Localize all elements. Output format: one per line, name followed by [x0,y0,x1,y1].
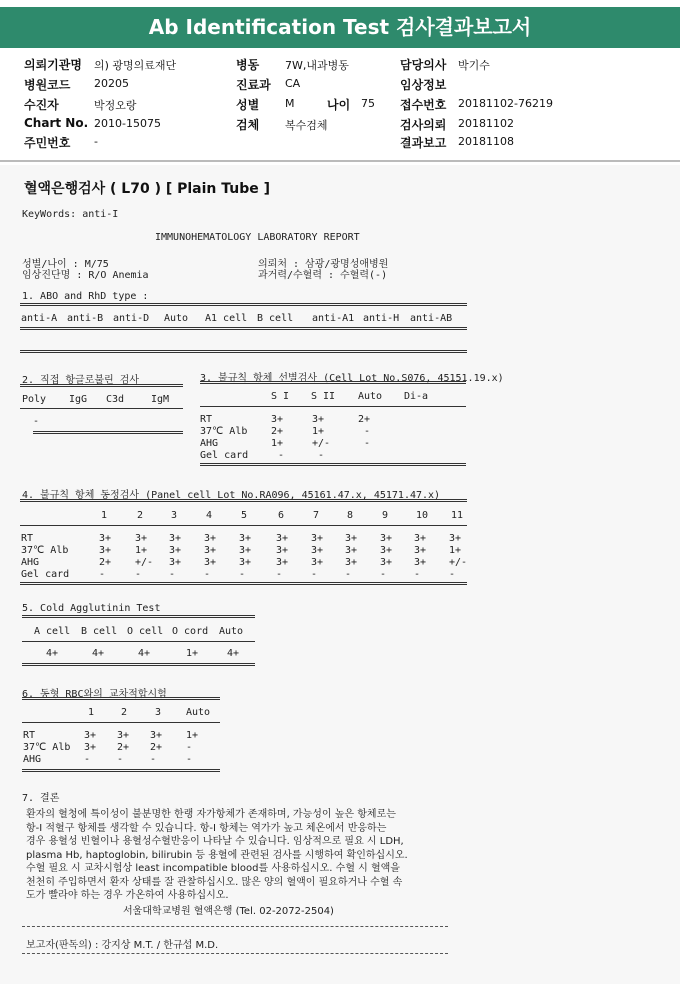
panel-cell: 3+ [380,545,393,556]
panel-cell: - [239,569,246,580]
panel-header-cell: 9 [382,510,389,521]
conclusion-line: 항-I 적혈구 항체를 생각할 수 있습니다. 항-I 항체는 역가가 높고 체온에서 반응하는 [26,822,387,834]
conclusion-line: 수혈 필요 시 교차시험상 least incompatible blood를 사용하십시오. 수혈 시 혈액을 [26,863,400,874]
screen-cell: 1+ [271,438,284,449]
panel-cell: 3+ [311,545,324,556]
institution-label: 의뢰기관명 [24,58,82,72]
ward-value: 7W,내과병동 [285,59,349,72]
crossmatch-cell: - [186,754,193,765]
abo-header-9: anti-AB [410,313,453,324]
screen-row-label: AHG [200,438,219,449]
panel-header-cell: 2 [137,510,144,521]
specimen-label: 검체 [236,118,260,132]
divider [200,381,466,384]
cold-value: 1+ [186,648,199,659]
panel-cell: - [204,569,211,580]
crossmatch-header: 1 [88,707,95,718]
divider [200,463,466,466]
crossmatch-cell: 3+ [84,730,97,741]
crossmatch-row-label: AHG [23,754,42,765]
cold-value: 4+ [138,648,151,659]
panel-cell: - [345,569,352,580]
dat-header-c3d: C3d [106,394,125,405]
divider [22,697,220,700]
screen-cell: 3+ [312,414,325,425]
divider [20,384,183,387]
lab-report-title: IMMUNOHEMATOLOGY LABORATORY REPORT [155,232,360,243]
clinical-info-label: 임상정보 [400,78,447,92]
abo-header-5: A1 cell [205,313,248,324]
cold-header: O cord [172,626,209,637]
panel-cell: - [276,569,283,580]
panel-cell: +/- [135,557,154,568]
diagnosis-line: 임상진단명 : R/O Anemia [22,270,149,281]
dat-header-igg: IgG [69,394,88,405]
panel-cell: 3+ [135,533,148,544]
cold-value: 4+ [92,648,105,659]
panel-cell: 3+ [414,545,427,556]
institution-value: 의) 광명의료재단 [94,59,177,72]
panel-cell: +/- [449,557,468,568]
crossmatch-cell: 3+ [150,730,163,741]
panel-cell: 3+ [414,557,427,568]
panel-cell: 3+ [311,533,324,544]
patient-label: 수진자 [24,98,59,112]
screen-section-title: 3. 불규칙 항체 선별검사 (Cell Lot No.S076, 45151.19.x) [200,373,504,384]
screen-cell: 1+ [312,426,325,437]
abo-header-6: B cell [257,313,294,324]
panel-cell: 3+ [345,533,358,544]
age-value: 75 [361,97,375,110]
panel-cell: 3+ [380,533,393,544]
age-label: 나이 [327,98,351,112]
crossmatch-cell: - [186,742,193,753]
ward-label: 병동 [236,58,260,72]
crossmatch-section-title: 6. 동형 RBC와의 교차적합시험 [22,689,167,700]
report-header-title: Ab Identification Test 검사결과보고서 [0,7,680,48]
panel-cell: 3+ [204,557,217,568]
header-divider [0,160,680,162]
divider [20,408,183,409]
crossmatch-cell: - [150,754,157,765]
conclusion-line: 경우 용혈성 빈혈이나 용혈성수혈반응이 나타날 수 있습니다. 임상적으로 필요 시 LDH, [26,836,404,847]
dat-header-igm: IgM [151,394,170,405]
panel-cell: - [135,569,142,580]
screen-cell: 2+ [271,426,284,437]
conclusion-line: plasma Hb, haptoglobin, bilirubin 등 용혈에 관련된 검사를 시행하여 확인하십시오. [26,849,408,861]
screen-row-label: 37℃ Alb [200,426,248,437]
panel-cell: - [169,569,176,580]
patient-value: 박정오랑 [94,99,137,112]
panel-cell: 1+ [135,545,148,556]
panel-cell: 3+ [169,545,182,556]
resident-id-label: 주민번호 [24,136,71,150]
divider [22,769,220,772]
panel-cell: 3+ [311,557,324,568]
panel-cell: 3+ [169,533,182,544]
cold-header: A cell [34,626,71,637]
conclusion-line: 천천히 주입하면서 환자 상태를 잘 관찰하십시오. 많은 양의 혈액이 필요하거나 수혈 속 [26,876,403,888]
conclusion-line: 도가 빨라야 하는 경우 가온하여 사용하십시오. [26,890,229,901]
test-title: 혈액은행검사 ( L70 ) [ Plain Tube ] [24,181,271,197]
resident-id-value: - [94,135,98,148]
divider [22,615,255,618]
panel-cell: - [414,569,421,580]
panel-section-title: 4. 불규칙 항체 동정검사 (Panel cell Lot No.RA096, 45161.47.x, 45171.47.x) [22,490,441,501]
panel-row-label: AHG [21,557,40,568]
abo-header-3: anti-D [113,313,150,324]
crossmatch-cell: 3+ [84,742,97,753]
screen-header-auto: Auto [358,391,383,402]
request-date-value: 20181102 [458,117,514,130]
panel-header-cell: 1 [101,510,108,521]
screen-cell: - [364,426,371,437]
screen-cell: +/- [312,438,331,449]
panel-row-label: 37℃ Alb [21,545,69,556]
panel-cell: 3+ [380,557,393,568]
panel-header-cell: 7 [313,510,320,521]
panel-cell: 3+ [449,533,462,544]
hospital-code-value: 20205 [94,77,129,90]
screen-cell: 3+ [271,414,284,425]
divider [22,926,448,927]
sex-value: M [285,97,295,110]
chart-no-value: 2010-15075 [94,117,161,130]
divider [20,327,467,330]
sex-label: 성별 [236,98,260,112]
abo-section-title: 1. ABO and RhD type : [22,291,149,302]
report-date-label: 결과보고 [400,136,447,150]
reporter-line: 보고자(판독의) : 강지상 M.T. / 한규섭 M.D. [26,940,219,951]
patient-info-block [0,54,680,154]
panel-cell: 3+ [239,533,252,544]
divider [20,499,467,502]
crossmatch-row-label: RT [23,730,36,741]
panel-cell: 3+ [99,545,112,556]
panel-cell: 3+ [204,533,217,544]
doctor-label: 담당의사 [400,58,447,72]
panel-header-cell: 3 [171,510,178,521]
panel-row-label: Gel card [21,569,70,580]
panel-header-cell: 4 [206,510,213,521]
panel-cell: - [99,569,106,580]
conclusion-text [26,808,506,903]
divider [200,406,466,407]
conclusion-line: 환자의 혈청에 특이성이 불분명한 한랭 자가항체가 존재하며, 가능성이 높은 항체로는 [26,809,396,820]
panel-cell: - [380,569,387,580]
crossmatch-cell: - [84,754,91,765]
panel-cell: 3+ [239,545,252,556]
screen-header-s1: S I [271,391,290,402]
panel-cell: 3+ [276,557,289,568]
requester-line: 의뢰처 : 삼광/광명성애병원 [258,259,389,270]
abo-header-7: anti-A1 [312,313,355,324]
sex-age-line: 성별/나이 : M/75 [22,259,109,270]
abo-header-8: anti-H [363,313,400,324]
divider [22,722,220,723]
panel-header-cell: 5 [241,510,248,521]
screen-header-dia: Di-a [404,391,429,402]
divider [20,525,467,526]
specimen-value: 복수검체 [285,119,328,132]
panel-row-label: RT [21,533,34,544]
panel-cell: 1+ [449,545,462,556]
panel-header-cell: 11 [451,510,464,521]
panel-header-cell: 6 [278,510,285,521]
panel-cell: 2+ [99,557,112,568]
report-date-value: 20181108 [458,135,514,148]
crossmatch-cell: 1+ [186,730,199,741]
panel-cell: 3+ [414,533,427,544]
divider [20,582,467,585]
dat-value: - [33,416,40,427]
divider [20,303,467,306]
screen-cell: 2+ [358,414,371,425]
panel-cell: 3+ [276,545,289,556]
crossmatch-cell: 2+ [150,742,163,753]
conclusion-title: 7. 결론 [22,793,60,804]
crossmatch-cell: 2+ [117,742,130,753]
screen-cell: - [278,450,285,461]
doctor-value: 박기수 [458,59,490,72]
receipt-label: 접수번호 [400,98,447,112]
cold-section-title: 5. Cold Agglutinin Test [22,603,161,614]
divider [33,431,183,434]
cold-header: O cell [127,626,164,637]
cold-value: 4+ [227,648,240,659]
crossmatch-row-label: 37℃ Alb [23,742,71,753]
screen-cell: - [318,450,325,461]
history-line: 과거력/수혈력 : 수혈력(-) [258,270,388,281]
receipt-value: 20181102-76219 [458,97,553,110]
panel-cell: - [311,569,318,580]
panel-header-cell: 8 [347,510,354,521]
screen-header-s2: S II [311,391,336,402]
divider [20,350,467,353]
screen-cell: - [364,438,371,449]
hospital-code-label: 병원코드 [24,78,71,92]
panel-cell: 3+ [169,557,182,568]
abo-header-4: Auto [164,313,189,324]
crossmatch-cell: - [117,754,124,765]
panel-header-cell: 10 [416,510,429,521]
panel-cell: - [449,569,456,580]
cold-header: B cell [81,626,118,637]
request-date-label: 검사의뢰 [400,118,447,132]
panel-cell: 3+ [345,545,358,556]
abo-header-2: anti-B [67,313,104,324]
crossmatch-cell: 3+ [117,730,130,741]
abo-header-1: anti-A [21,313,58,324]
dat-header-poly: Poly [22,394,47,405]
crossmatch-header: 2 [121,707,128,718]
screen-row-label: Gel card [200,450,249,461]
panel-cell: 3+ [204,545,217,556]
crossmatch-header: Auto [186,707,211,718]
dept-value: CA [285,77,301,90]
crossmatch-header: 3 [155,707,162,718]
screen-row-label: RT [200,414,213,425]
panel-cell: 3+ [239,557,252,568]
footer-organization: 서울대학교병원 혈액은행 (Tel. 02-2072-2504) [123,906,334,917]
panel-cell: 3+ [345,557,358,568]
chart-no-label: Chart No. [24,116,89,130]
panel-cell: 3+ [99,533,112,544]
keywords: KeyWords: anti-I [22,209,119,220]
dept-label: 진료과 [236,78,271,92]
divider [22,663,255,666]
dat-section-title: 2. 직접 항글로불린 검사 [22,375,140,386]
panel-cell: 3+ [276,533,289,544]
cold-header: Auto [219,626,244,637]
cold-value: 4+ [46,648,59,659]
divider [22,953,448,954]
divider [22,641,255,642]
